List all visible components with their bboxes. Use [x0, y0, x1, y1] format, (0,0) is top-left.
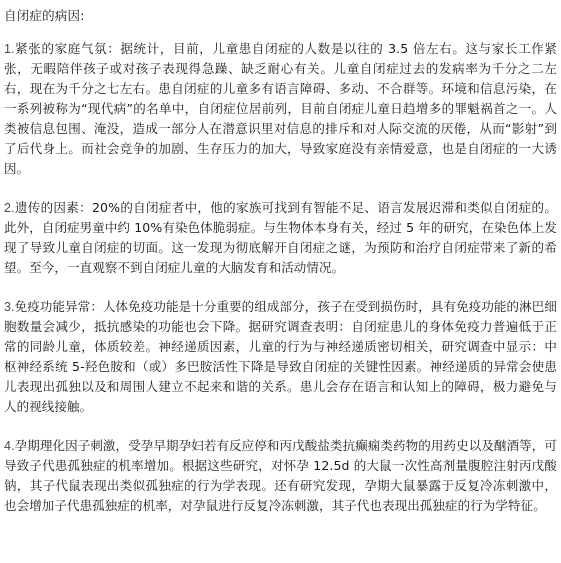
paragraph-number: 3. [4, 300, 15, 314]
paragraph-number: 1. [4, 42, 15, 56]
article [4, 7, 557, 535]
paragraph-text: 紧张的家庭气氛：据统计，目前，儿童患自闭症的人数是以往的 3.5 倍左右。这与家长工作紧张，无暇陪伴孩子或对孩子表现得急躁、缺乏耐心有关。儿童自闭症过去的发病率为千分之二左右，现在为千分之七左右。患自闭症的儿童多有语言障碍、多动、不合群等。环境和信息污染，在一系列被称为“现代病”的名单中，自闭症位居前列，目前自闭症儿童日趋增多的罪魁祸首之一。人类被信息包围、淹没，造成一部分人在潜意识里对信息的排斥和对人际交流的厌倦，从而“影射”到了后代身上。而社会竞争的加剧、生存压力的加大，导致家庭没有亲情爱意，也是自闭症的一大诱因。 [4, 41, 557, 176]
paragraph-number: 2. [4, 201, 15, 215]
paragraph-text: 遗传的因素：20%的自闭症者中，他的家族可找到有智能不足、语言发展迟滞和类似自闭症的。此外，自闭症男童中约 10%有染色体脆弱症。与生物体本身有关，经过 5 年的研究，在染色体上发现了导致儿童自闭症的切面。这一发现为彻底解开自闭症之谜，为预防和治疗自闭症带来了新的希望。至今，一直观察不到自闭症儿童的大脑发育和活动情况。 [4, 200, 557, 275]
paragraph-text: 免疫功能异常：人体免疫功能是十分重要的组成部分，孩子在受到损伤时，具有免疫功能的淋巴细胞数量会减少，抵抗感染的功能也会下降。据研究调查表明：自闭症患儿的身体免疫力普遍低于正常的同龄儿童，体质较差。神经递质因素，儿童的行为与神经递质密切相关，研究调查中显示：中枢神经系统 5-羟色胺和（或）多巴胺活性下降是导致自闭症的关键性因素。神经递质的异常会使患儿表现出孤独以及和周围人建立不起来和谐的关系。患儿会存在语言和认知上的障碍，极力避免与人的视线接触。 [4, 299, 557, 414]
document-title: 自闭症的病因: [4, 8, 85, 23]
paragraph-text: 孕期理化因子刺激，受孕早期孕妇若有反应停和丙戊酸盐类抗癫痫类药物的用药史以及酗酒等，可导致子代患孤独症的机率增加。根据这些研究，对怀孕 12.5d 的大鼠一次性高剂量腹腔注射丙戊酸钠，其子代鼠表现出类似孤独症的行为学表现。还有研究发现，孕期大鼠暴露于反复冷冻刺激中，也会增加子代患孤独症的机率，对孕鼠进行反复冷冻刺激，其子代也表现出孤独症的行为学特征。 [4, 438, 557, 513]
cause-paragraph-3 [4, 297, 557, 417]
paragraph-number: 4. [4, 439, 15, 453]
cause-paragraph-4 [4, 436, 557, 516]
cause-paragraph-2 [4, 198, 557, 278]
cause-paragraph-1 [4, 39, 557, 179]
